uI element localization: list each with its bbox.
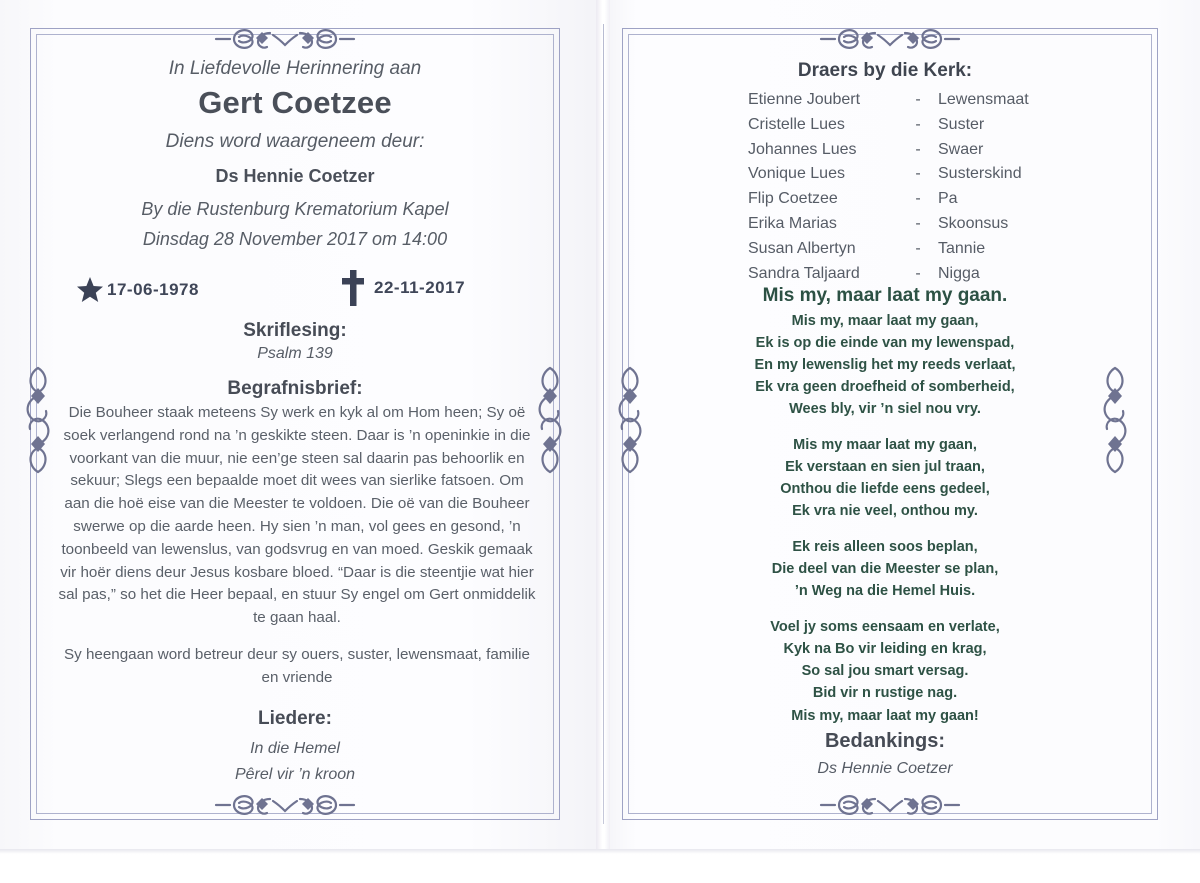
pallbearer-name: Vonique Lues <box>748 165 845 183</box>
pallbearer-row <box>748 162 1108 187</box>
pallbearer-separator: - <box>915 239 921 257</box>
scripture-heading: Skriflesing: <box>243 320 347 341</box>
funeral-letter-heading: Begrafnisbrief: <box>227 378 363 399</box>
poem-stanza <box>650 616 1120 726</box>
cross-icon <box>340 268 366 308</box>
ornament-bottom-flourish <box>210 790 360 820</box>
memorial-intro-line: In Liefdevolle Herinnering aan <box>168 58 422 79</box>
poem-line: Kyk na Bo vir leiding en krag, <box>783 641 987 658</box>
poem-line: ’n Weg na die Hemel Huis. <box>794 583 976 600</box>
ornament-left-page-inner-vertical <box>530 360 570 480</box>
ornament-top-flourish <box>210 24 360 54</box>
scripture-reference: Psalm 139 <box>257 345 333 362</box>
birth-date-block <box>75 275 199 305</box>
ornament-bottom-flourish-right <box>815 790 965 820</box>
poem-stanza <box>650 434 1120 522</box>
pallbearer-row <box>748 88 1108 113</box>
left-page <box>0 0 600 852</box>
poem-line: Bid vir n rustige nag. <box>812 685 958 702</box>
thanks-heading: Bedankings: <box>824 730 946 752</box>
poem-line: Onthou die liefde eens gedeel, <box>780 481 990 498</box>
ornament-right-page-inner-vertical <box>610 360 650 480</box>
poem-line: Ek vra nie veel, onthou my. <box>792 503 978 520</box>
officiating-minister: Ds Hennie Coetzer <box>215 166 375 186</box>
pallbearer-relation: Skoonsus <box>938 214 1009 232</box>
pallbearer-name: Johannes Lues <box>748 140 857 158</box>
star-icon <box>75 275 105 305</box>
pallbearer-relation: Tannie <box>938 239 986 257</box>
pallbearer-separator: - <box>915 264 921 282</box>
poem-body <box>650 310 1120 741</box>
ornament-top-flourish-right <box>815 24 965 54</box>
pallbearer-name: Sandra Taljaard <box>748 264 860 282</box>
pallbearer-name: Etienne Joubert <box>748 91 861 108</box>
poem-line: Ek is op die einde van my lewenspad, <box>755 335 1015 352</box>
hymn-item-2: Pêrel vir ’n kroon <box>234 766 356 783</box>
pallbearer-separator: - <box>915 165 921 183</box>
pallbearer-relation: Susterskind <box>938 165 1022 183</box>
funeral-letter-body: Die Bouheer staak meteens Sy werk en kyk al om Hom heen; Sy oë soek verlangend rond na ’n geskikte steen. Daar is ’n openinkie in die voorkant van die muur, nie een’ge steen sal daarin pas behoorlik en sekuur; Slegs een bepaalde moet dit wees van sierlike fatsoen. Om aan die hoë eise van die Meester te voldoen. Die oë van die Bouheer swerwe op die aarde heen. Hy sien ’n man, vol gees en gesond, ’n toonbeeld van lewenslus, van godsvrug en van moed. Geskik gemaak vir hoër diens deur Jesus kosbare bloed. “Daar is die steentjie wat hier sal pas,” so het die Heer bepaal, en stuur Sy engel om Gert onmiddelik te gaan haal. <box>58 404 536 627</box>
pallbearer-name: Erika Marias <box>748 214 837 232</box>
hymn-item-1: In die Hemel <box>250 740 340 757</box>
pallbearer-relation: Nigga <box>938 264 980 282</box>
pallbearer-relation: Pa <box>938 190 958 208</box>
pallbearer-separator: - <box>915 214 921 232</box>
birth-date: 17-06-1978 <box>107 280 199 299</box>
pallbearer-row <box>748 262 1108 287</box>
pallbearer-separator: - <box>915 140 921 158</box>
pallbearer-name: Susan Albertyn <box>748 239 856 257</box>
poem-line: Ek reis alleen soos beplan, <box>792 539 978 556</box>
pallbearer-name: Cristelle Lues <box>748 115 845 133</box>
funeral-letter-closing: Sy heengaan word betreur deur sy ouers, suster, lewensmaat, familie en vriende <box>64 646 530 686</box>
pallbearer-row <box>748 237 1108 262</box>
service-by-label: Diens word waargeneem deur: <box>165 131 425 152</box>
poem-line: Mis my, maar laat my gaan, <box>791 313 979 329</box>
pallbearers-list <box>748 88 1108 286</box>
poem-line: Die deel van die Meester se plan, <box>771 561 999 578</box>
pallbearer-row <box>748 138 1108 163</box>
pallbearer-separator: - <box>915 190 921 208</box>
pallbearer-relation: Lewensmaat <box>938 91 1029 108</box>
poem-line: So sal jou smart versag. <box>801 663 969 680</box>
pallbearer-name: Flip Coetzee <box>748 190 838 208</box>
pallbearer-relation: Swaer <box>938 140 984 158</box>
death-date: 22-11-2017 <box>374 278 466 297</box>
poem-stanza <box>650 536 1120 602</box>
death-date-block <box>340 268 465 308</box>
pallbearer-row <box>748 113 1108 138</box>
deceased-name: Gert Coetzee <box>198 85 392 120</box>
pallbearer-row <box>748 187 1108 212</box>
poem-line: Ek vra geen droefheid of somberheid, <box>755 379 1015 396</box>
poem-line: Voel jy soms eensaam en verlate, <box>770 619 1000 636</box>
poem-line: En my lewenslig het my reeds verlaat, <box>754 357 1016 374</box>
pallbearers-heading: Draers by die Kerk: <box>797 60 973 81</box>
pallbearer-separator: - <box>915 91 921 108</box>
poem-line: Mis my maar laat my gaan, <box>793 437 977 454</box>
poem-stanza <box>650 310 1120 420</box>
ornament-left-vertical <box>18 360 58 480</box>
pallbearer-row <box>748 212 1108 237</box>
pallbearer-relation: Suster <box>938 115 985 133</box>
thanks-name: Ds Hennie Coetzer <box>817 760 953 777</box>
poem-line: Mis my, maar laat my gaan! <box>791 707 979 724</box>
poem-title: Mis my, maar laat my gaan. <box>762 285 1008 306</box>
hymns-heading: Liedere: <box>258 708 332 729</box>
pallbearer-separator: - <box>915 115 921 133</box>
service-venue: By die Rustenburg Krematorium Kapel <box>141 199 449 219</box>
poem-line: Wees bly, vir ’n siel nou vry. <box>789 401 981 418</box>
service-datetime: Dinsdag 28 November 2017 om 14:00 <box>142 229 448 249</box>
right-page <box>600 0 1200 852</box>
poem-line: Ek verstaan en sien jul traan, <box>785 459 985 476</box>
